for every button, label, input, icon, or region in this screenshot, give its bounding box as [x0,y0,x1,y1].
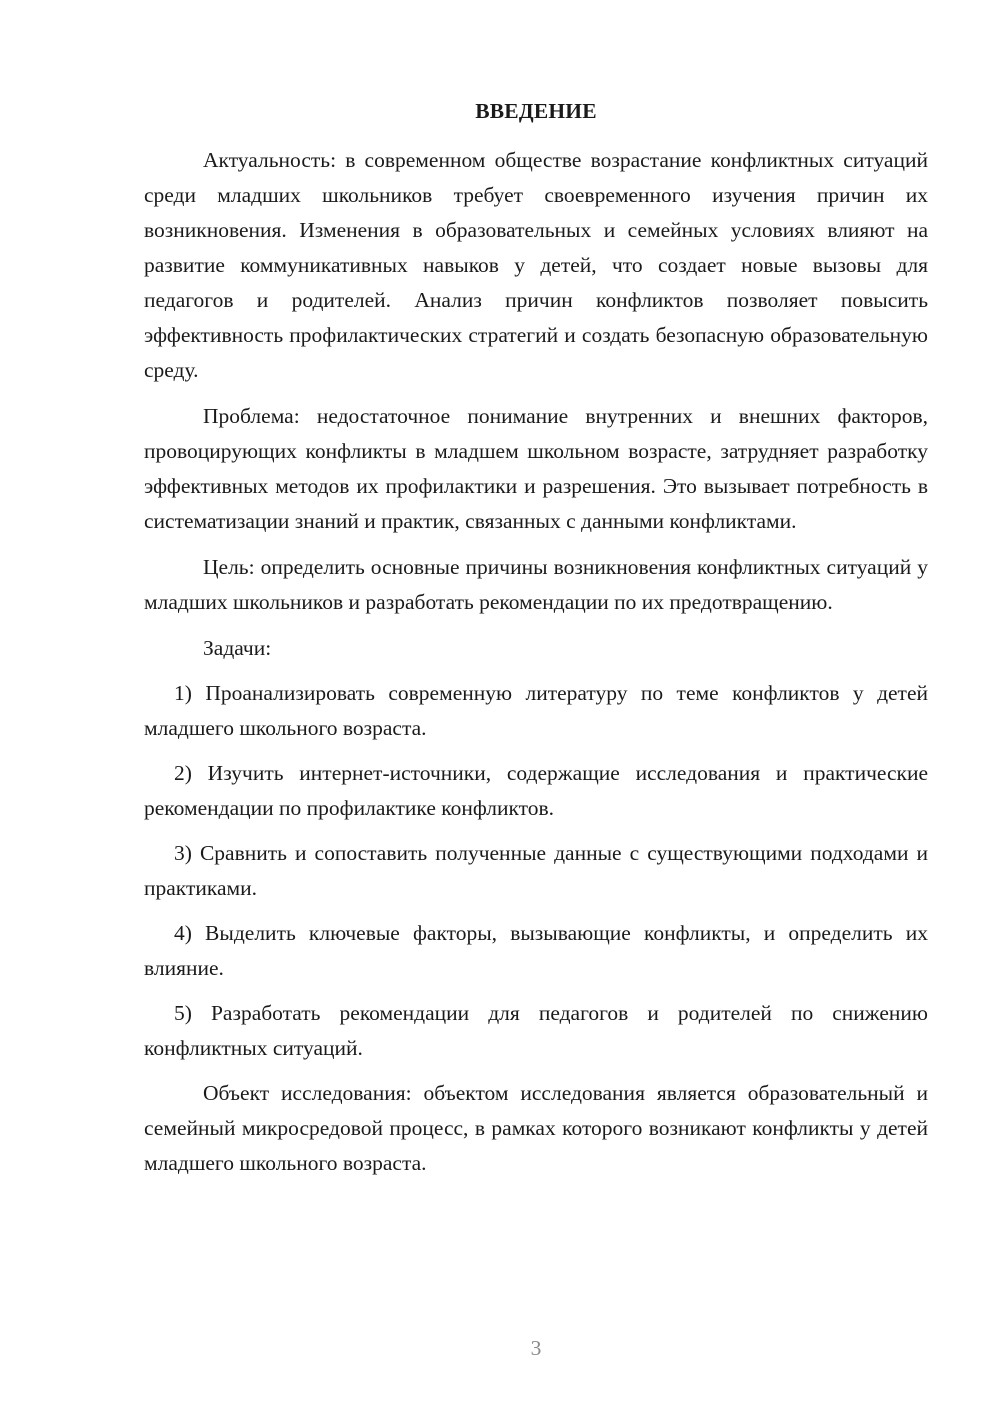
page-number: 3 [530,1336,542,1360]
task-item-2: 2) Изучить интернет-источники, содержащие исследования и практические рекомендации по профилактике конфликтов. [144,761,928,820]
task-item-3: 3) Сравнить и сопоставить полученные данные с существующими подходами и практиками. [144,841,928,900]
task-item-1: 1) Проанализировать современную литературу по теме конфликтов у детей младшего школьного возраста. [144,681,928,740]
tasks-label: Задачи: [203,636,272,660]
section-heading: ВВЕДЕНИЕ [475,99,597,123]
relevance-paragraph: Актуальность: в современном обществе возрастание конфликтных ситуаций среди младших школьников требует своевременного изучения причин их возникновения. Изменения в образовательных и семейных условиях влияют на развитие коммуникативных навыков у детей, что создает новые вызовы для педагогов и родителей. Анализ причин конфликтов позволяет повысить эффективность профилактических стратегий и создать безопасную образовательную среду. [144,148,928,382]
goal-paragraph: Цель: определить основные причины возникновения конфликтных ситуаций у младших школьников и разработать рекомендации по их предотвращению. [144,555,928,614]
task-item-4: 4) Выделить ключевые факторы, вызывающие конфликты, и определить их влияние. [144,921,928,980]
page-content [144,96,928,1192]
problem-paragraph: Проблема: недостаточное понимание внутренних и внешних факторов, провоцирующих конфликты в младшем школьном возрасте, затрудняет разработку эффективных методов их профилактики и разрешения. Это вызывает потребность в систематизации знаний и практик, связанных с данными конфликтами. [144,404,928,533]
object-paragraph: Объект исследования: объектом исследования является образовательный и семейный микросредовой процесс, в рамках которого возникают конфликты у детей младшего школьного возраста. [144,1081,928,1175]
task-item-5: 5) Разработать рекомендации для педагогов и родителей по снижению конфликтных ситуаций. [144,1001,928,1060]
